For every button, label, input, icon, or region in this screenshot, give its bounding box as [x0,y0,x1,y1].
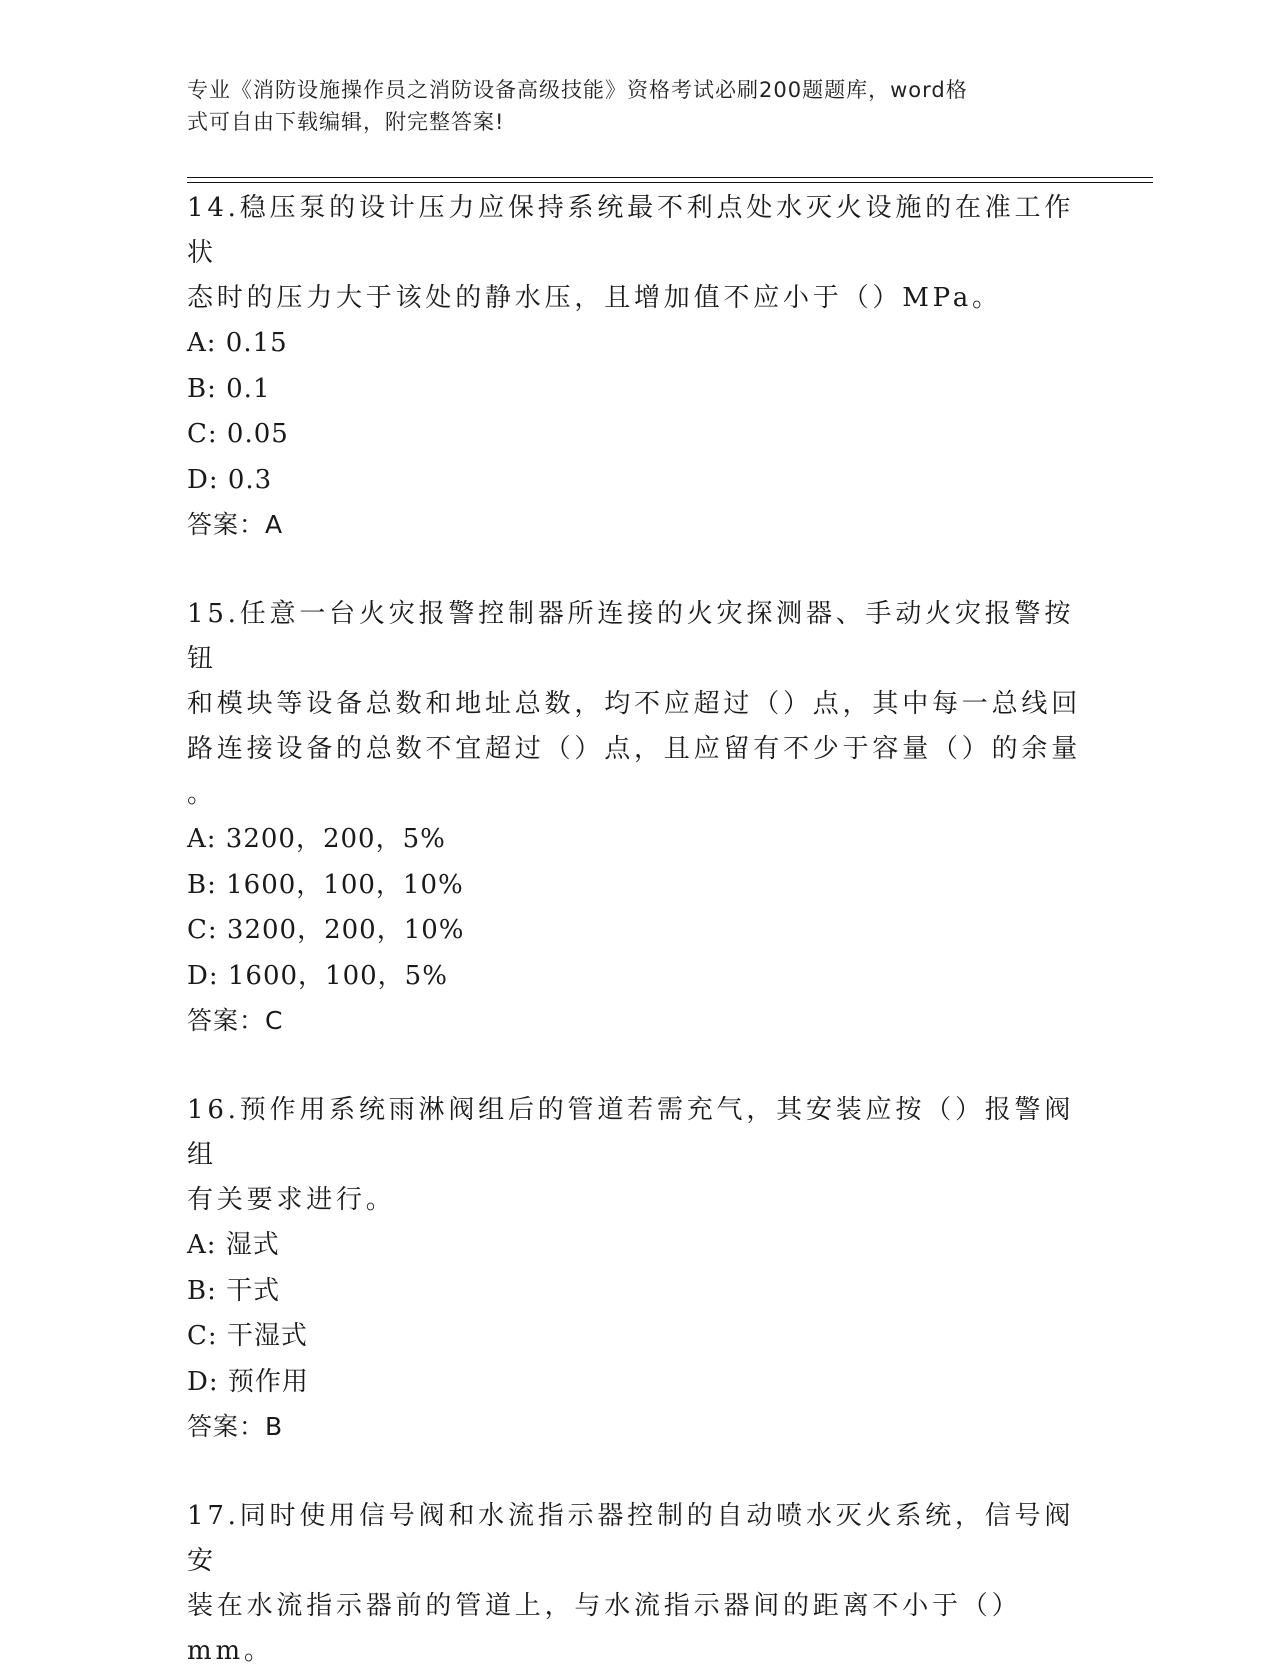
question-15 [187,592,1087,1043]
question-stem-line: 15.任意一台火灾报警控制器所连接的火灾探测器、手动火灾报警按钮 [187,599,1075,674]
question-list [187,186,1087,1674]
answer-value: C [265,1006,284,1035]
option-a: A: 0.15 [187,328,288,358]
option-d: D: 0.3 [187,464,273,495]
question-spacer [187,547,1087,592]
header-divider-bottom [187,182,1153,183]
option-c: C: 0.05 [187,419,289,449]
option-c: C: 3200，200，10% [187,915,465,945]
option-d: D: 1600，100，5% [187,960,448,991]
question-stem-line: 装在水流指示器前的管道上，与水流指示器间的距离不小于（）mm。 [187,1591,1022,1666]
question-17 [187,1494,1087,1674]
header-line-2: 式可自由下载编辑，附完整答案! [187,110,505,134]
option-b: B: 0.1 [187,373,271,404]
question-spacer [187,1043,1087,1088]
answer-value: B [265,1412,284,1441]
question-spacer [187,1449,1087,1494]
header-line-1: 专业《消防设施操作员之消防设备高级技能》资格考试必刷200题题库，word格 [187,78,968,102]
answer-label: 答案： [187,1006,266,1035]
question-stem-line: 和模块等设备总数和地址总数，均不应超过（）点，其中每一总线回 [187,689,1082,719]
option-c: C: 干湿式 [187,1321,308,1351]
answer-line [187,1405,1087,1449]
answer-line [187,999,1087,1043]
answer-label: 答案： [187,510,266,539]
option-a: A: 3200，200，5% [187,824,446,854]
question-stem-line: 17.同时使用信号阀和水流指示器控制的自动喷水灭火系统，信号阀安 [187,1501,1075,1576]
option-d: D: 预作用 [187,1366,309,1397]
question-stem-line: 14.稳压泵的设计压力应保持系统最不利点处水灭火设施的在准工作状 [187,193,1075,268]
answer-value: A [265,510,284,539]
document-header [187,74,1067,138]
question-stem-line: 。 [187,779,217,809]
question-stem-line: 有关要求进行。 [187,1185,396,1215]
question-16 [187,1088,1087,1449]
option-b: B: 1600，100，10% [187,869,464,900]
answer-line [187,503,1087,547]
option-b: B: 干式 [187,1275,281,1306]
question-stem-line: 态时的压力大于该处的静水压，且增加值不应小于（）MPa。 [187,283,1002,313]
question-stem-line: 16.预作用系统雨淋阀组后的管道若需充气，其安装应按（）报警阀组 [187,1095,1075,1170]
answer-label: 答案： [187,1412,266,1441]
option-a: A: 湿式 [187,1230,280,1260]
question-14 [187,186,1087,547]
question-stem-line: 路连接设备的总数不宜超过（）点，且应留有不少于容量（）的余量 [187,734,1082,764]
header-divider-top [187,177,1153,178]
